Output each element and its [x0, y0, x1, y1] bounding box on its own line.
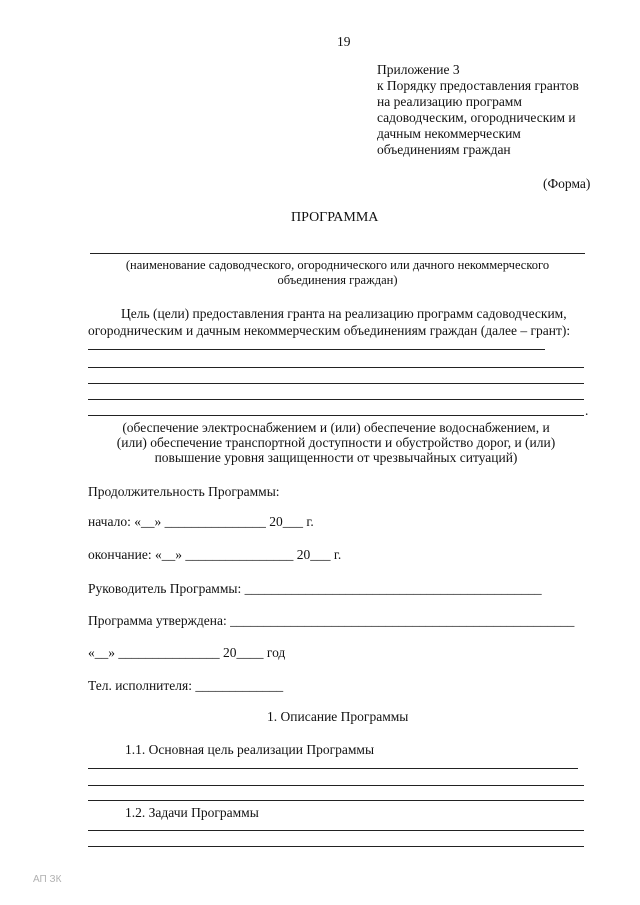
goal-caption-line: повышение уровня защищенности от чрезвычайных ситуаций) — [154, 450, 518, 465]
goal-description-line[interactable] — [88, 785, 584, 786]
margin-mark: АП ЗК — [33, 874, 62, 885]
document-title: ПРОГРАММА — [291, 210, 379, 225]
program-head-field[interactable]: Руководитель Программы: ____________________________________________ — [88, 581, 542, 596]
page-number: 19 — [337, 34, 351, 49]
goal-description-line[interactable] — [88, 800, 584, 801]
goal-description-line[interactable] — [88, 768, 578, 769]
goal-input-line[interactable] — [88, 349, 545, 350]
goal-caption-line: (обеспечение электроснабжением и (или) обеспечение водоснабжением, и — [122, 420, 550, 435]
end-date-field[interactable]: окончание: «__» ________________ 20___ г. — [88, 547, 342, 562]
form-label: (Форма) — [543, 176, 591, 191]
section-title: 1. Описание Программы — [267, 709, 409, 724]
goal-input-line[interactable] — [88, 415, 584, 416]
tasks-line[interactable] — [88, 830, 584, 831]
approval-date-field[interactable]: «__» _______________ 20____ год — [88, 645, 286, 660]
goal-text-line: Цель (цели) предоставления гранта на реализацию программ садоводческим, — [121, 306, 567, 321]
approved-by-field[interactable]: Программа утверждена: ___________________________________________________ — [88, 613, 575, 628]
appendix-line: объединениям граждан — [377, 142, 511, 157]
subsection-title: 1.2. Задачи Программы — [125, 805, 259, 820]
subsection-title: 1.1. Основная цель реализации Программы — [125, 742, 375, 757]
appendix-line: к Порядку предоставления грантов — [377, 78, 579, 93]
appendix-line: садоводческим, огородническим и — [377, 110, 576, 125]
appendix-line: дачным некоммерческим — [377, 126, 521, 141]
goal-input-line[interactable] — [88, 383, 584, 384]
name-caption-line: (наименование садоводческого, огороднического или дачного некоммерческого — [125, 258, 550, 272]
goal-caption-line: (или) обеспечение транспортной доступности и обустройство дорог, и (или) — [116, 435, 556, 450]
tasks-line[interactable] — [88, 846, 584, 847]
phone-field[interactable]: Тел. исполнителя: _____________ — [88, 678, 284, 693]
duration-label: Продолжительность Программы: — [88, 484, 280, 499]
goal-end-mark: . — [585, 403, 589, 418]
appendix-line: на реализацию программ — [377, 94, 522, 109]
goal-input-line[interactable] — [88, 399, 584, 400]
appendix-line: Приложение 3 — [377, 62, 460, 77]
name-input-line[interactable] — [90, 253, 585, 254]
start-date-field[interactable]: начало: «__» _______________ 20___ г. — [88, 514, 314, 529]
name-caption-line: объединения граждан) — [277, 273, 398, 287]
goal-text-line: огородническим и дачным некоммерческим объединениям граждан (далее – грант): — [88, 323, 571, 338]
goal-input-line[interactable] — [88, 367, 584, 368]
